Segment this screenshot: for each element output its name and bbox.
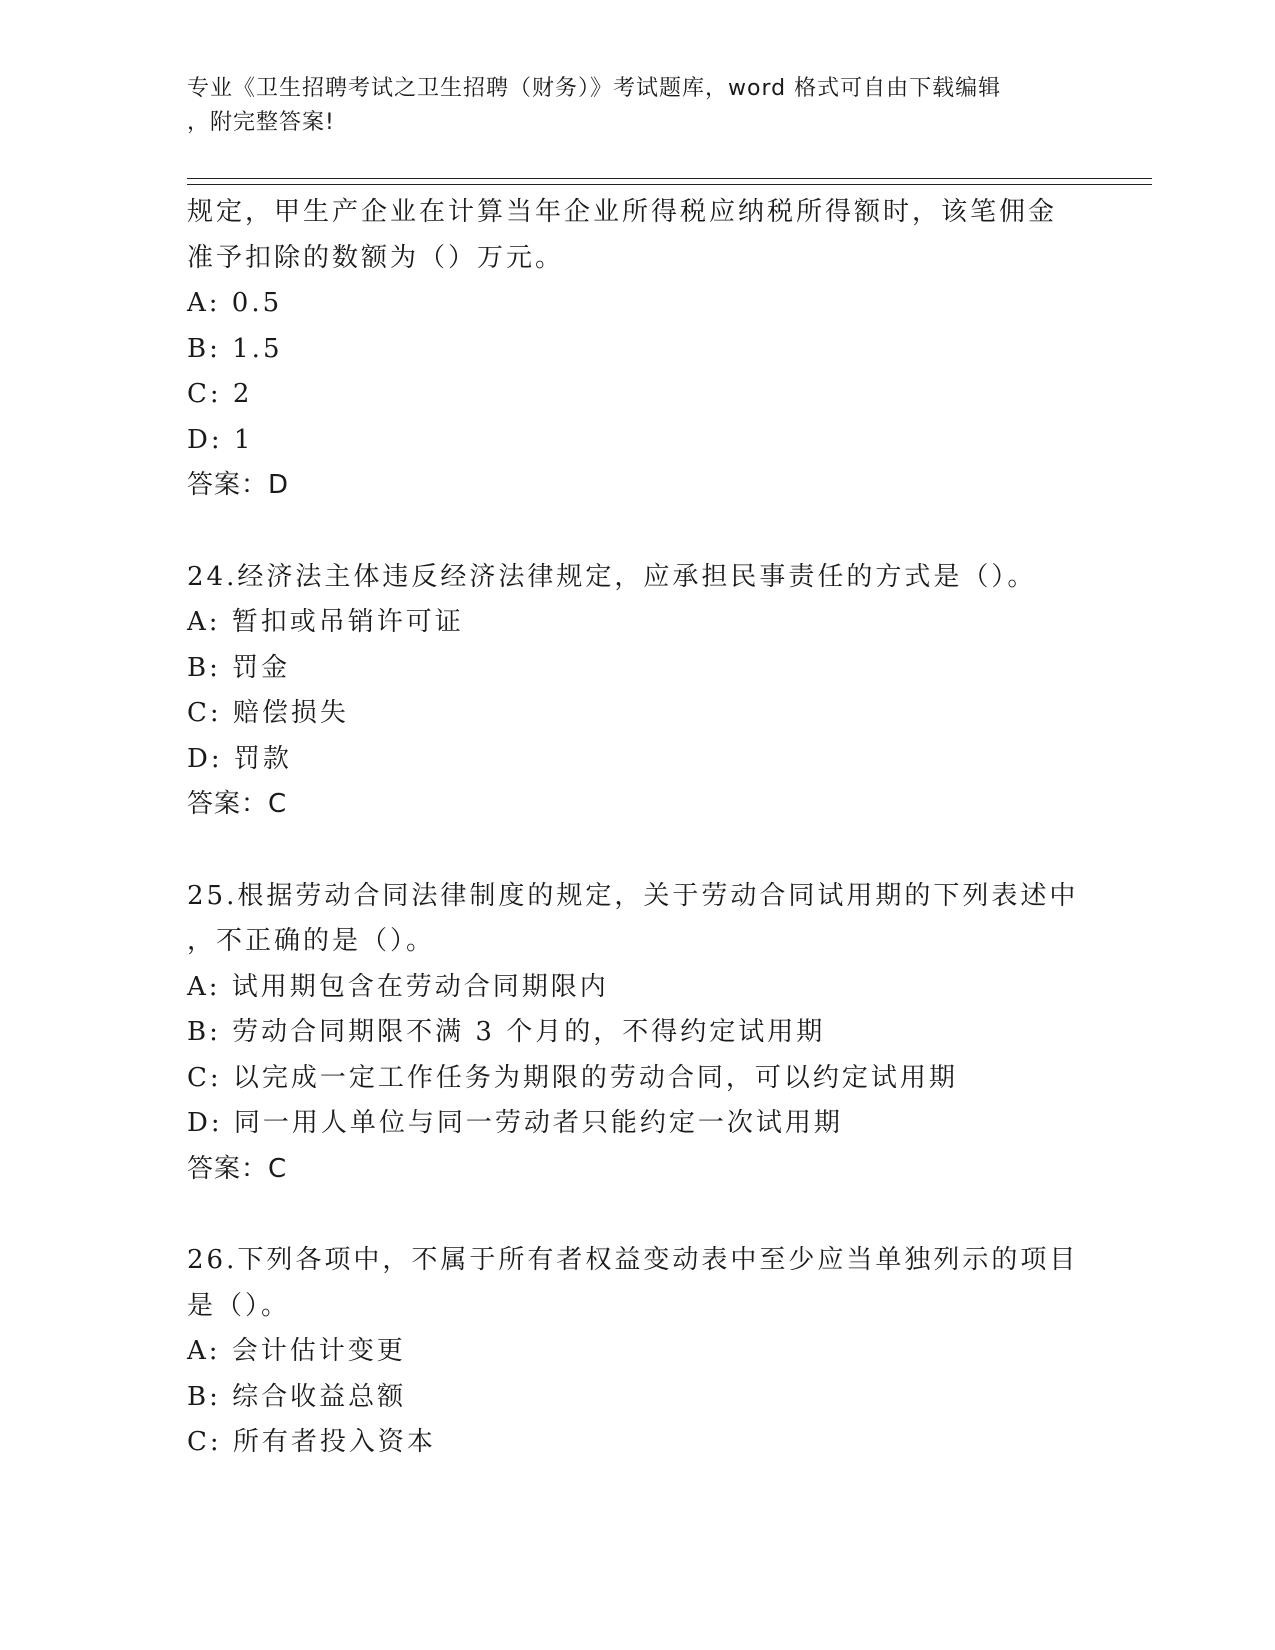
option-b: B: 综合收益总额 xyxy=(187,1381,407,1412)
question-text-line: 25.根据劳动合同法律制度的规定，关于劳动合同试用期的下列表述中 xyxy=(187,880,1079,911)
question-text-line: 规定，甲生产企业在计算当年企业所得税应纳税所得额时，该笔佣金 xyxy=(187,197,1058,227)
option-c: C: 赔偿损失 xyxy=(187,698,349,728)
document-header xyxy=(187,72,1067,140)
question-text-line: 准予扣除的数额为（）万元。 xyxy=(187,242,565,273)
header-divider-top xyxy=(187,178,1152,179)
option-b: B: 1.5 xyxy=(187,333,283,364)
option-b: B: 罚金 xyxy=(187,652,291,683)
answer-line: 答案：D xyxy=(187,470,290,500)
option-b: B: 劳动合同期限不满 3 个月的，不得约定试用期 xyxy=(187,1017,826,1047)
question-text-line: 是（）。 xyxy=(187,1290,291,1321)
question-text-line: ，不正确的是（）。 xyxy=(187,926,436,956)
question-25 xyxy=(187,874,1087,1193)
option-c: C: 2 xyxy=(187,379,253,409)
option-a: A: 会计估计变更 xyxy=(187,1336,406,1366)
option-d: D: 1 xyxy=(187,424,254,455)
question-spacer xyxy=(187,509,1087,555)
question-text-line: 26.下列各项中，不属于所有者权益变动表中至少应当单独列示的项目 xyxy=(187,1245,1079,1275)
header-line-2: ，附完整答案! xyxy=(187,110,335,135)
question-content xyxy=(187,190,1087,1466)
header-line-1: 专业《卫生招聘考试之卫生招聘（财务）》考试题库，word 格式可自由下载编辑 xyxy=(187,76,1002,101)
option-c: C: 以完成一定工作任务为期限的劳动合同，可以约定试用期 xyxy=(187,1062,958,1093)
option-c: C: 所有者投入资本 xyxy=(187,1427,436,1457)
option-d: D: 同一用人单位与同一劳动者只能约定一次试用期 xyxy=(187,1108,843,1138)
option-d: D: 罚款 xyxy=(187,743,292,774)
answer-line: 答案：C xyxy=(187,789,288,819)
header-divider-bottom xyxy=(187,184,1152,185)
question-23-tail xyxy=(187,190,1087,509)
option-a: A: 试用期包含在劳动合同期限内 xyxy=(187,971,609,1002)
question-26 xyxy=(187,1238,1087,1466)
answer-line: 答案：C xyxy=(187,1153,288,1184)
option-a: A: 暂扣或吊销许可证 xyxy=(187,607,464,637)
question-spacer xyxy=(187,828,1087,874)
question-spacer xyxy=(187,1192,1087,1238)
question-text-line: 24.经济法主体违反经济法律规定，应承担民事责任的方式是（）。 xyxy=(187,561,1037,592)
option-a: A: 0.5 xyxy=(187,288,283,318)
question-24 xyxy=(187,555,1087,828)
